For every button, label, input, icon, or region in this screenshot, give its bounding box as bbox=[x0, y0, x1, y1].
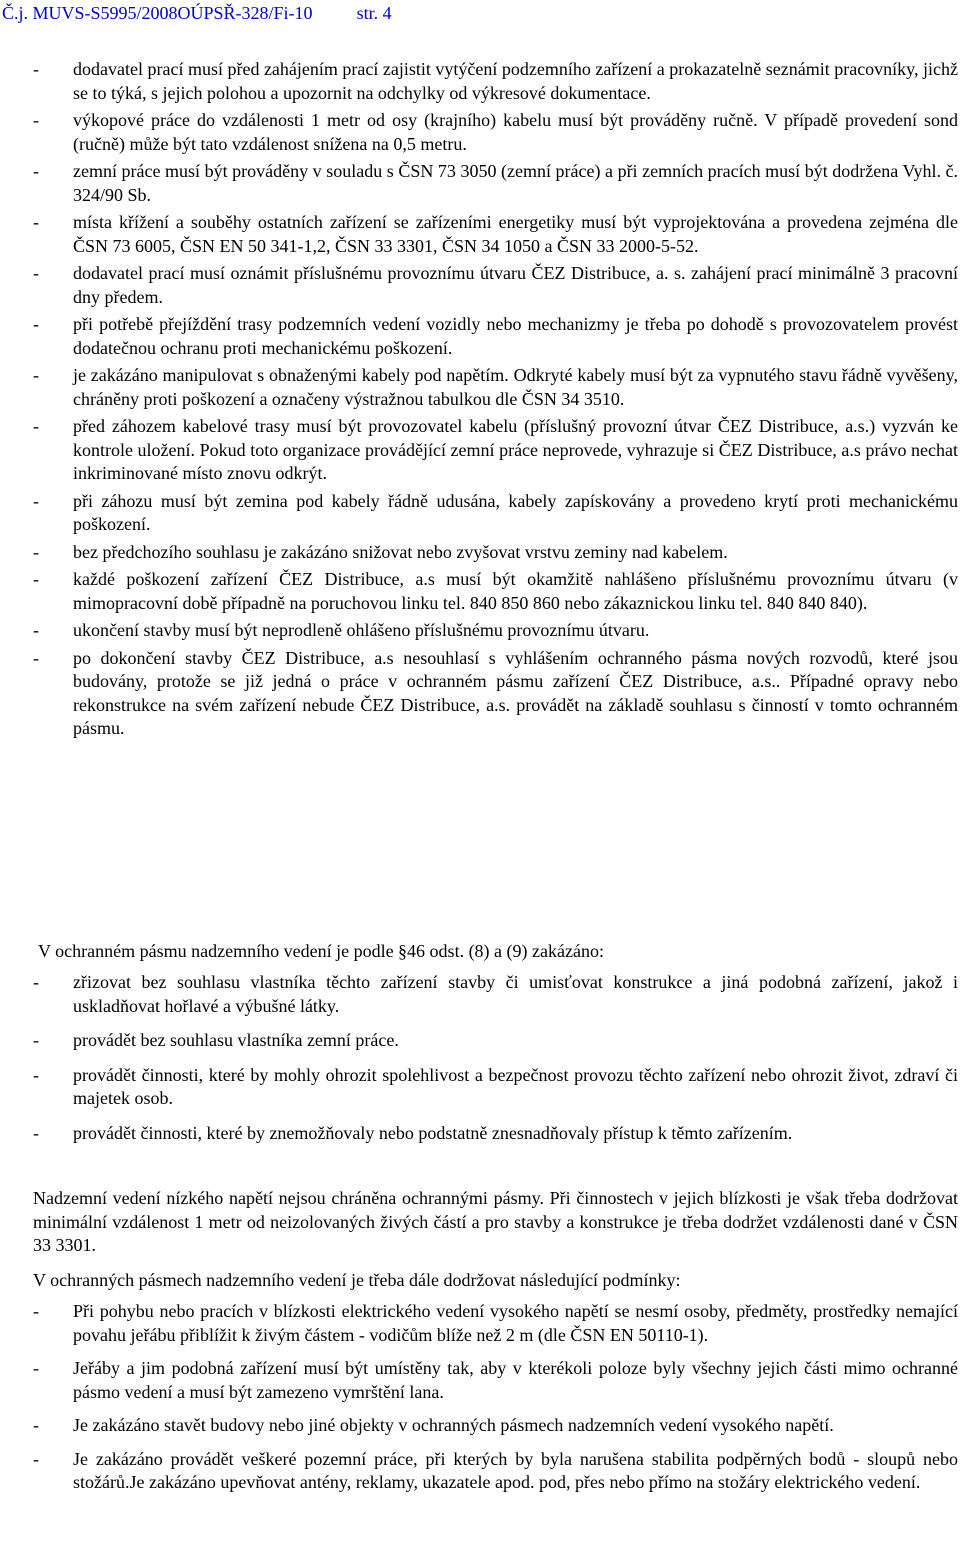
list-item: - místa křížení a souběhy ostatních zařízení se zařízeními energetiky musí být vyprojektována a provedena zejména dle ČSN 73 6005, ČSN EN 50 341-1,2, ČSN 33 3301, ČSN 34 1050 a ČSN 33 2000-5-52. bbox=[33, 211, 958, 258]
list-item: - zřizovat bez souhlasu vlastníka těchto zařízení stavby či umisťovat konstrukce a jiná podobná zařízení, jakož i uskladňovat hořlavé a výbušné látky. bbox=[33, 971, 958, 1018]
list-item: - při záhozu musí být zemina pod kabely řádně udusána, kabely zapískovány a provedeno krytí proti mechanickému poškození. bbox=[33, 490, 958, 537]
section-heading-overhead: V ochranném pásmu nadzemního vedení je podle §46 odst. (8) a (9) zakázáno: bbox=[38, 941, 604, 961]
list-item: - ukončení stavby musí být neprodleně ohlášeno příslušnému provoznímu útvaru. bbox=[33, 619, 958, 643]
list-item: - dodavatel prací musí před zahájením prací zajistit vytýčení podzemního zařízení a prokazatelně seznámit pracovníky, jichž se to týká, s jejich polohou a upozornit na odchylky od výkresové dokumentace. bbox=[33, 58, 958, 105]
list-item: - výkopové práce do vzdálenosti 1 metr od osy (krajního) kabelu musí být prováděny ručně. V případě provedení sond (ručně) může být tato vzdálenost snížena na 0,5 metru. bbox=[33, 109, 958, 156]
section-overhead-conditions bbox=[33, 1300, 958, 1505]
paragraph-low-voltage bbox=[33, 1187, 958, 1258]
section-overhead-prohibitions bbox=[33, 971, 958, 1156]
list-item: - při potřebě přejíždění trasy podzemních vedení vozidly nebo mechanizmy je třeba po dohodě s provozovatelem provést dodatečnou ochranu proti mechanickému poškození. bbox=[33, 313, 958, 360]
page-number: str. 4 bbox=[356, 3, 392, 23]
list-item: - je zakázáno manipulovat s obnaženými kabely pod napětím. Odkryté kabely musí být za vypnutého stavu řádně vyvěšeny, chráněny proti poškození a označeny výstražnou tabulkou dle ČSN 34 3510. bbox=[33, 364, 958, 411]
list-item: - bez předchozího souhlasu je zakázáno snižovat nebo zvyšovat vrstvu zeminy nad kabelem. bbox=[33, 541, 958, 565]
page-header bbox=[2, 2, 392, 24]
list-item: - každé poškození zařízení ČEZ Distribuce, a.s musí být okamžitě nahlášeno příslušnému provoznímu útvaru (v mimopracovní době případně na poruchovou linku tel. 840 850 860 nebo zákaznickou linku tel. 840 840 840). bbox=[33, 568, 958, 615]
list-item: - Je zakázáno stavět budovy nebo jiné objekty v ochranných pásmech nadzemních vedení vysokého napětí. bbox=[33, 1414, 958, 1438]
list-item: - Při pohybu nebo pracích v blízkosti elektrického vedení vysokého napětí se nesmí osoby, předměty, prostředky nemající povahu jeřábu přiblížit k živým částem - vodičům blíže než 2 m (dle ČSN EN 50110-1). bbox=[33, 1300, 958, 1347]
conditions-list bbox=[33, 58, 958, 741]
paragraph-text: V ochranných pásmech nadzemního vedení je třeba dále dodržovat následující podmínky: bbox=[33, 1270, 681, 1290]
section-underground-conditions bbox=[33, 58, 958, 745]
reference-number: Č.j. MUVS-S5995/2008OÚPSŘ-328/Fi-10 bbox=[2, 3, 313, 23]
paragraph-text: Nadzemní vedení nízkého napětí nejsou chráněna ochrannými pásmy. Při činnostech v jejich blízkosti je však třeba dodržovat minimální vzdálenost 1 metr od neizolovaných živých částí a pro stavby a konstrukce je třeba dodržet vzdálenosti dané v ČSN 33 3301. bbox=[33, 1188, 958, 1255]
overhead-conditions-list bbox=[33, 1300, 958, 1495]
list-item: - po dokončení stavby ČEZ Distribuce, a.s nesouhlasí s vyhlášením ochranného pásma nových rozvodů, které jsou budovány, protože se již jedná o práce v ochranném pásmu zařízení ČEZ Distribuce, a.s.. Případné opravy nebo rekonstrukce na svém zařízení nebude ČEZ Distribuce, a.s. provádět na základě souhlasu s činností v tomto ochranném pásmu. bbox=[33, 647, 958, 741]
list-item: - provádět bez souhlasu vlastníka zemní práce. bbox=[33, 1029, 958, 1053]
list-item: - Je zakázáno provádět veškeré pozemní práce, při kterých by byla narušena stabilita podpěrných bodů - sloupů nebo stožárů.Je zakázáno upevňovat antény, reklamy, ukazatele apod. pod, přes nebo přímo na stožáry elektrického vedení. bbox=[33, 1448, 958, 1495]
paragraph-conditions-intro bbox=[33, 1269, 958, 1293]
list-item: - před záhozem kabelové trasy musí být provozovatel kabelu (příslušný provozní útvar ČEZ Distribuce, a.s.) vyzván ke kontrole uložení. Pokud toto organizace provádějící zemní práce neprovede, vyhrazuje si ČEZ Distribuce, a.s právo nechat inkriminované místo znovu odkrýt. bbox=[33, 415, 958, 486]
list-item: - provádět činnosti, které by znemožňovaly nebo podstatně znesnadňovaly přístup k těmto zařízením. bbox=[33, 1122, 958, 1146]
list-item: - dodavatel prací musí oznámit příslušnému provoznímu útvaru ČEZ Distribuce, a. s. zahájení prací minimálně 3 pracovní dny předem. bbox=[33, 262, 958, 309]
list-item: - zemní práce musí být prováděny v souladu s ČSN 73 3050 (zemní práce) a při zemních pracích musí být dodržena Vyhl. č. 324/90 Sb. bbox=[33, 160, 958, 207]
prohibitions-list bbox=[33, 971, 958, 1145]
list-item: - Jeřáby a jim podobná zařízení musí být umístěny tak, aby v kterékoli poloze byly všechny jejich části mimo ochranné pásmo vedení a musí být zamezeno vymrštění lana. bbox=[33, 1357, 958, 1404]
list-item: - provádět činnosti, které by mohly ohrozit spolehlivost a bezpečnost provozu těchto zařízení nebo ohrozit život, zdraví či majetek osob. bbox=[33, 1064, 958, 1111]
